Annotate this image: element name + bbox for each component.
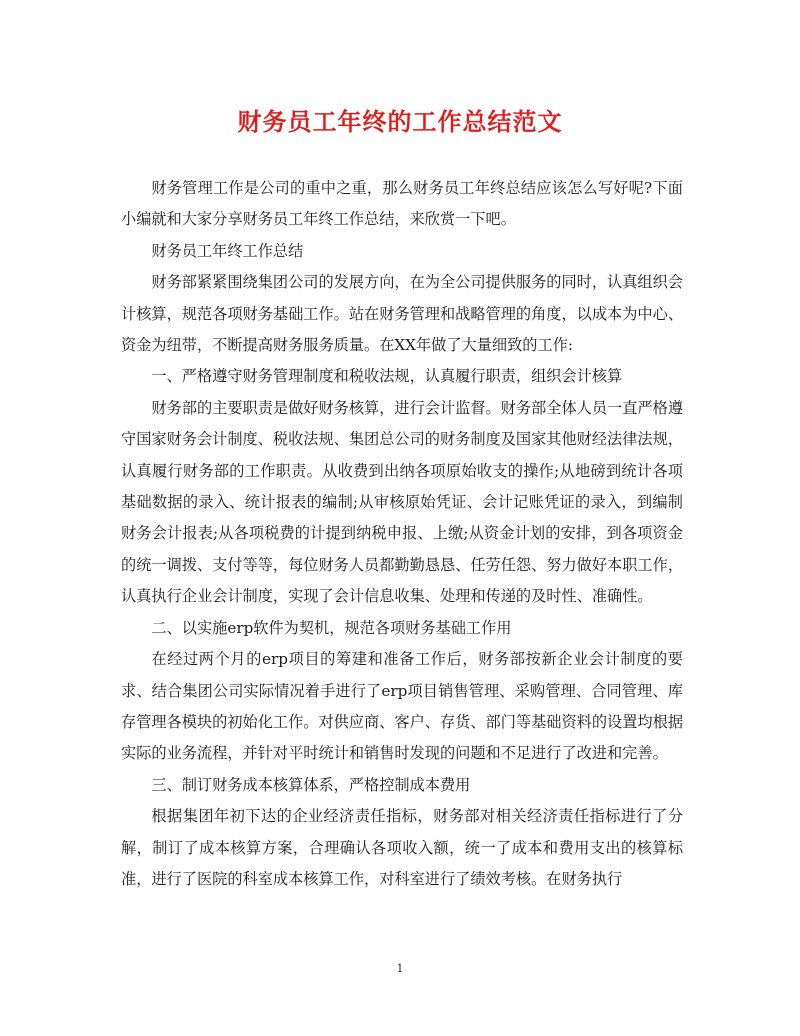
section-2-paragraph: 在经过两个月的erp项目的筹建和准备工作后，财务部按新企业会计制度的要求、结合集团公司实际情况着手进行了erp项目销售管理、采购管理、合同管理、库存管理各模块的初始化工作。对供应商、客户、存货、部门等基础资料的设置均根据实际的业务流程，并针对平时统计和销售时发现的问题和不足进行了改进和完善。: [121, 650, 683, 763]
section-heading-1: 一、严格遵守财务管理制度和税收法规，认真履行职责，组织会计核算: [151, 367, 623, 386]
document-title: 财务员工年终的工作总结范文: [237, 107, 563, 136]
intro-paragraph: 财务管理工作是公司的重中之重，那么财务员工年终总结应该怎么写好呢?下面小编就和大家分享财务员工年终工作总结，来欣赏一下吧。: [121, 179, 683, 229]
section-heading-2: 二、以实施erp软件为契机，规范各项财务基础工作用: [151, 618, 512, 637]
section-1-paragraph: 财务部的主要职责是做好财务核算，进行会计监督。财务部全体人员一直严格遵守国家财务会计制度、税收法规、集团总公司的财务制度及国家其他财经法律法规，认真履行财务部的工作职责。从收费到出纳各项原始收支的操作;从地磅到统计各项基础数据的录入、统计报表的编制;从审核原始凭证、会计记账凭证的录入，到编制财务会计报表;从各项税费的计提到纳税申报、上缴;从资金计划的安排，到各项资金的统一调拨、支付等等，每位财务人员都勤勤恳恳、任劳任怨、努力做好本职工作，认真执行企业会计制度，实现了会计信息收集、处理和传递的及时性、准确性。: [121, 398, 683, 606]
page-number: 1: [396, 962, 404, 975]
section-heading-summary: 财务员工年终工作总结: [151, 241, 304, 260]
section-3-paragraph: 根据集团年初下达的企业经济责任指标，财务部对相关经济责任指标进行了分解，制订了成本核算方案，合理确认各项收入额，统一了成本和费用支出的核算标准，进行了医院的科室成本核算工作，对科室进行了绩效考核。在财务执行: [121, 807, 683, 888]
document-body: [121, 173, 683, 895]
overview-paragraph: 财务部紧紧围绕集团公司的发展方向，在为全公司提供服务的同时，认真组织会计核算，规范各项财务基础工作。站在财务管理和战略管理的角度，以成本为中心、资金为纽带，不断提高财务服务质量。在XX年做了大量细致的工作:: [121, 273, 683, 355]
section-heading-3: 三、制订财务成本核算体系，严格控制成本费用: [151, 775, 471, 794]
